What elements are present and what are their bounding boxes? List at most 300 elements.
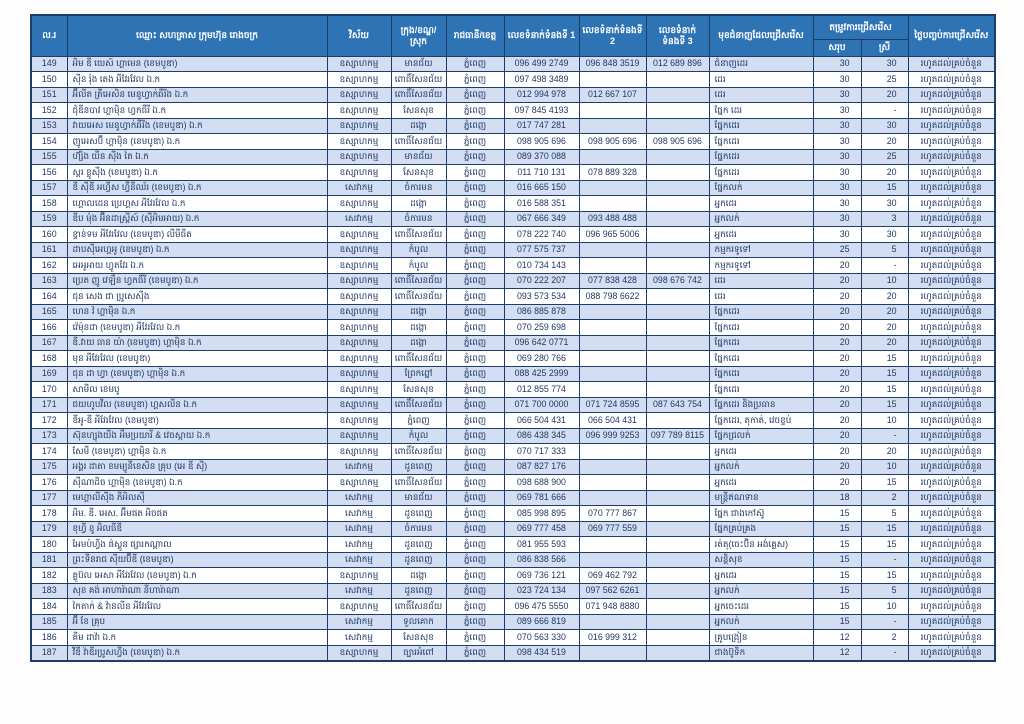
cell-tel3 bbox=[646, 444, 709, 460]
cell-sector: ឧស្សាហកម្ម bbox=[327, 258, 391, 274]
cell-total: 25 bbox=[813, 242, 861, 258]
cell-female: - bbox=[861, 645, 908, 661]
table-row bbox=[31, 304, 995, 320]
cell-tel2: 069 777 559 bbox=[579, 521, 646, 537]
table-row bbox=[31, 599, 995, 615]
cell-district: មានជ័យ bbox=[391, 56, 446, 72]
table-row bbox=[31, 273, 995, 289]
table-row bbox=[31, 134, 995, 150]
cell-closing: រហូតដល់គ្រប់ចំនួន bbox=[908, 490, 995, 506]
cell-tel1: 098 688 900 bbox=[504, 475, 579, 491]
cell-tel2: 088 798 6622 bbox=[579, 289, 646, 305]
cell-tel1: 012 855 774 bbox=[504, 382, 579, 398]
cell-tel3 bbox=[646, 521, 709, 537]
cell-tel2: 078 889 328 bbox=[579, 165, 646, 181]
cell-name: អ៊ី ខែ គ្រុប bbox=[67, 614, 327, 630]
cell-no: 167 bbox=[31, 335, 67, 351]
cell-female: 10 bbox=[861, 599, 908, 615]
cell-tel3 bbox=[646, 320, 709, 336]
cell-tel3 bbox=[646, 165, 709, 181]
cell-name: ស៊ីន រ៉ុង តេង អីវែរវែល ឯ.ក bbox=[67, 72, 327, 88]
table-row bbox=[31, 149, 995, 165]
cell-total: 30 bbox=[813, 227, 861, 243]
cell-total: 30 bbox=[813, 180, 861, 196]
cell-skill: អ្នកលក់ bbox=[709, 211, 813, 227]
cell-closing: រហូតដល់គ្រប់ចំនួន bbox=[908, 227, 995, 243]
cell-skill: ដេរ bbox=[709, 273, 813, 289]
cell-female: 20 bbox=[861, 304, 908, 320]
table-row bbox=[31, 475, 995, 491]
cell-skill: ផ្នែក ជាងកៅស៊ូ bbox=[709, 506, 813, 522]
cell-female: 15 bbox=[861, 521, 908, 537]
cell-sector: ឧស្សាហកម្ម bbox=[327, 87, 391, 103]
cell-district: ដង្កោ bbox=[391, 304, 446, 320]
cell-skill: ជាងប៊ូទិក bbox=[709, 645, 813, 661]
cell-province: ភ្នំពេញ bbox=[446, 118, 504, 134]
cell-province: ភ្នំពេញ bbox=[446, 134, 504, 150]
cell-female: 20 bbox=[861, 335, 908, 351]
cell-tel3 bbox=[646, 335, 709, 351]
cell-total: 20 bbox=[813, 335, 861, 351]
cell-district: ព្រែកព្នៅ bbox=[391, 366, 446, 382]
cell-closing: រហូតដល់គ្រប់ចំនួន bbox=[908, 366, 995, 382]
cell-sector: សេវាកម្ម bbox=[327, 630, 391, 646]
cell-total: 15 bbox=[813, 568, 861, 584]
cell-female: 20 bbox=[861, 289, 908, 305]
cell-tel3 bbox=[646, 196, 709, 212]
cell-female: 15 bbox=[861, 568, 908, 584]
cell-sector: ឧស្សាហកម្ម bbox=[327, 599, 391, 615]
header-tel3: លេខទំនាក់ទំនងទី 3 bbox=[646, 15, 709, 56]
cell-tel3 bbox=[646, 568, 709, 584]
table-row bbox=[31, 289, 995, 305]
cell-sector: ឧស្សាហកម្ម bbox=[327, 289, 391, 305]
cell-skill: គ្រូបង្រៀន bbox=[709, 630, 813, 646]
table-row bbox=[31, 351, 995, 367]
cell-tel2: 096 999 9253 bbox=[579, 428, 646, 444]
cell-tel1: 016 588 351 bbox=[504, 196, 579, 212]
cell-name: វាយអេស មេនូហ្វាក់ឆឺរីង (ខេមបូឌា) ឯ.ក bbox=[67, 118, 327, 134]
cell-name: អិម ឌី យេស៍ ហ្គាមេន (ខេមបូឌា) bbox=[67, 56, 327, 72]
cell-sector: ឧស្សាហកម្ម bbox=[327, 568, 391, 584]
cell-total: 20 bbox=[813, 459, 861, 475]
cell-district: ដង្កោ bbox=[391, 320, 446, 336]
cell-tel2: 066 504 431 bbox=[579, 413, 646, 429]
cell-female: 5 bbox=[861, 583, 908, 599]
cell-district: ដង្កោ bbox=[391, 335, 446, 351]
cell-name: អ៊ីលីត ត្រីអេសិន មេនូហ្វាក់ឆឺរីង ឯ.ក bbox=[67, 87, 327, 103]
cell-total: 30 bbox=[813, 134, 861, 150]
cell-province: ភ្នំពេញ bbox=[446, 552, 504, 568]
cell-tel3 bbox=[646, 258, 709, 274]
cell-district: ពោធិ៍សែនជ័យ bbox=[391, 227, 446, 243]
cell-name: ឌី ស៊ីឌី អហ្វីស ហ្វឺនីឈ័រ (ខេមបូឌា) ឯ.ក bbox=[67, 180, 327, 196]
cell-tel1: 077 575 737 bbox=[504, 242, 579, 258]
cell-tel3 bbox=[646, 506, 709, 522]
cell-tel1: 096 475 5550 bbox=[504, 599, 579, 615]
cell-tel3 bbox=[646, 490, 709, 506]
cell-skill: អ្នកលក់ bbox=[709, 583, 813, 599]
cell-tel2 bbox=[579, 645, 646, 661]
cell-tel2: 071 948 8880 bbox=[579, 599, 646, 615]
header-demand-group: តម្រូវការជ្រើសរើស bbox=[813, 15, 908, 39]
cell-province: ភ្នំពេញ bbox=[446, 490, 504, 506]
cell-tel1: 097 845 4193 bbox=[504, 103, 579, 119]
cell-tel3: 098 676 742 bbox=[646, 273, 709, 289]
cell-name: អែមប៉ហ្វីង ផ់ស្គូន ផ្សារកណ្ដាល bbox=[67, 537, 327, 553]
cell-name: សាមីល ខេមបូ bbox=[67, 382, 327, 398]
cell-district: ដូនពេញ bbox=[391, 552, 446, 568]
cell-tel1: 086 885 878 bbox=[504, 304, 579, 320]
cell-skill: ដេរ bbox=[709, 72, 813, 88]
cell-district: ពោធិ៍សែនជ័យ bbox=[391, 134, 446, 150]
cell-total: 20 bbox=[813, 351, 861, 367]
cell-female: 30 bbox=[861, 56, 908, 72]
cell-tel1: 010 734 143 bbox=[504, 258, 579, 274]
cell-female: 15 bbox=[861, 397, 908, 413]
table-row bbox=[31, 521, 995, 537]
cell-tel2 bbox=[579, 118, 646, 134]
cell-sector: ឧស្សាហកម្ម bbox=[327, 382, 391, 398]
cell-total: 15 bbox=[813, 583, 861, 599]
cell-name: ញូអេសប៊ី ហ្គាម៉ិន (ខេមបូឌា) ឯ.ក bbox=[67, 134, 327, 150]
cell-skill: ផ្នែកដេរ bbox=[709, 149, 813, 165]
table-body bbox=[31, 56, 995, 661]
cell-female: 3 bbox=[861, 211, 908, 227]
cell-name: ហ៊្សិង យីន ស៊ីង តៃ ឯ.ក bbox=[67, 149, 327, 165]
cell-closing: រហូតដល់គ្រប់ចំនួន bbox=[908, 320, 995, 336]
cell-no: 154 bbox=[31, 134, 67, 150]
table-row bbox=[31, 583, 995, 599]
cell-name: ស្គរ ខ្លូស៊ីង (ខេមបូឌា) ឯ.ក bbox=[67, 165, 327, 181]
cell-tel3 bbox=[646, 583, 709, 599]
cell-tel2 bbox=[579, 149, 646, 165]
cell-name: ជុន សេង ជា ប្រូសេស៊ីង bbox=[67, 289, 327, 305]
cell-female: 10 bbox=[861, 273, 908, 289]
cell-total: 20 bbox=[813, 258, 861, 274]
cell-no: 178 bbox=[31, 506, 67, 522]
cell-tel3 bbox=[646, 149, 709, 165]
cell-tel3 bbox=[646, 72, 709, 88]
cell-total: 30 bbox=[813, 118, 861, 134]
table-row bbox=[31, 258, 995, 274]
cell-no: 172 bbox=[31, 413, 67, 429]
cell-tel3: 098 905 696 bbox=[646, 134, 709, 150]
cell-district: មានជ័យ bbox=[391, 149, 446, 165]
table-row bbox=[31, 630, 995, 646]
cell-tel2 bbox=[579, 366, 646, 382]
cell-name: ឌី.វាយ ធាន យ៉ា (ខេមបូឌា) ហ្គាម៉ិន ឯ.ក bbox=[67, 335, 327, 351]
cell-province: ភ្នំពេញ bbox=[446, 645, 504, 661]
cell-name: ខ្វាន់ទម អីវែរវែល (ខេមបូឌា) លីមីធីត bbox=[67, 227, 327, 243]
cell-sector: សេវាកម្ម bbox=[327, 211, 391, 227]
cell-sector: សេវាកម្ម bbox=[327, 180, 391, 196]
cell-district: ពោធិ៍សែនជ័យ bbox=[391, 289, 446, 305]
cell-name: ដាបស៊ីអេហ្គអូ (ខេមបូឌា) ឯ.ក bbox=[67, 242, 327, 258]
cell-tel2: 077 838 428 bbox=[579, 273, 646, 289]
cell-total: 20 bbox=[813, 304, 861, 320]
cell-skill: ផ្នែកដេរ bbox=[709, 335, 813, 351]
cell-sector: ឧស្សាហកម្ម bbox=[327, 428, 391, 444]
table-row bbox=[31, 196, 995, 212]
cell-name: មេហ្គាលីស៊ីង ភីអិលស៊ី bbox=[67, 490, 327, 506]
cell-total: 18 bbox=[813, 490, 861, 506]
cell-tel1: 096 499 2749 bbox=[504, 56, 579, 72]
table-row bbox=[31, 382, 995, 398]
cell-no: 149 bbox=[31, 56, 67, 72]
cell-total: 20 bbox=[813, 444, 861, 460]
cell-tel2 bbox=[579, 335, 646, 351]
cell-tel1: 081 955 593 bbox=[504, 537, 579, 553]
cell-no: 184 bbox=[31, 599, 67, 615]
cell-tel1: 089 666 819 bbox=[504, 614, 579, 630]
cell-sector: ឧស្សាហកម្ម bbox=[327, 196, 391, 212]
cell-total: 15 bbox=[813, 521, 861, 537]
cell-no: 171 bbox=[31, 397, 67, 413]
cell-closing: រហូតដល់គ្រប់ចំនួន bbox=[908, 599, 995, 615]
cell-name: ឌីប ម៉ុង អ៊ីនដាស្ត្រីស៍ (ស៊ីអិមអាយ) ឯ.ក bbox=[67, 211, 327, 227]
cell-total: 20 bbox=[813, 289, 861, 305]
cell-female: - bbox=[861, 103, 908, 119]
cell-total: 20 bbox=[813, 273, 861, 289]
table-row bbox=[31, 428, 995, 444]
cell-closing: រហូតដល់គ្រប់ចំនួន bbox=[908, 397, 995, 413]
cell-closing: រហូតដល់គ្រប់ចំនួន bbox=[908, 304, 995, 320]
cell-no: 169 bbox=[31, 366, 67, 382]
cell-total: 30 bbox=[813, 196, 861, 212]
cell-skill: ដេរ bbox=[709, 289, 813, 305]
table-row bbox=[31, 568, 995, 584]
cell-tel1: 086 838 566 bbox=[504, 552, 579, 568]
cell-tel2: 093 488 488 bbox=[579, 211, 646, 227]
cell-tel1: 011 710 131 bbox=[504, 165, 579, 181]
cell-district: ដូនពេញ bbox=[391, 537, 446, 553]
cell-female: 15 bbox=[861, 351, 908, 367]
cell-no: 168 bbox=[31, 351, 67, 367]
cell-closing: រហូតដល់គ្រប់ចំនួន bbox=[908, 521, 995, 537]
cell-skill: អ្នកដេរ bbox=[709, 196, 813, 212]
cell-skill: រត់តុ(ចេះប៊ិន អង់គ្លេស) bbox=[709, 537, 813, 553]
cell-closing: រហូតដល់គ្រប់ចំនួន bbox=[908, 630, 995, 646]
cell-closing: រហូតដល់គ្រប់ចំនួន bbox=[908, 258, 995, 274]
cell-tel1: 069 781 666 bbox=[504, 490, 579, 506]
cell-skill: ផ្នែកដេរ និងប្រធាន bbox=[709, 397, 813, 413]
cell-tel2 bbox=[579, 614, 646, 630]
cell-province: ភ្នំពេញ bbox=[446, 444, 504, 460]
cell-district: ពោធិ៍សែនជ័យ bbox=[391, 599, 446, 615]
cell-province: ភ្នំពេញ bbox=[446, 304, 504, 320]
cell-closing: រហូតដល់គ្រប់ចំនួន bbox=[908, 583, 995, 599]
cell-skill: ផ្នែកដេរ bbox=[709, 351, 813, 367]
cell-province: ភ្នំពេញ bbox=[446, 521, 504, 537]
cell-tel3 bbox=[646, 118, 709, 134]
cell-sector: ឧស្សាហកម្ម bbox=[327, 72, 391, 88]
cell-province: ភ្នំពេញ bbox=[446, 242, 504, 258]
table-row bbox=[31, 459, 995, 475]
cell-total: 30 bbox=[813, 165, 861, 181]
cell-closing: រហូតដល់គ្រប់ចំនួន bbox=[908, 459, 995, 475]
table-row bbox=[31, 211, 995, 227]
cell-sector: សេវាកម្ម bbox=[327, 614, 391, 630]
cell-district: ដូនពេញ bbox=[391, 506, 446, 522]
cell-skill: ផ្នែក ដេរ bbox=[709, 103, 813, 119]
table-row bbox=[31, 614, 995, 630]
cell-total: 20 bbox=[813, 320, 861, 336]
cell-sector: សេវាកម្ម bbox=[327, 506, 391, 522]
cell-province: ភ្នំពេញ bbox=[446, 428, 504, 444]
cell-no: 187 bbox=[31, 645, 67, 661]
cell-tel3 bbox=[646, 227, 709, 243]
cell-total: 30 bbox=[813, 87, 861, 103]
cell-skill: ផ្នែកលក់ bbox=[709, 180, 813, 196]
cell-no: 179 bbox=[31, 521, 67, 537]
cell-district: ពោធិ៍សែនជ័យ bbox=[391, 72, 446, 88]
cell-tel3 bbox=[646, 351, 709, 367]
cell-female: 25 bbox=[861, 72, 908, 88]
cell-district: ភ្នំពេញ bbox=[391, 413, 446, 429]
cell-district: ដង្កោ bbox=[391, 118, 446, 134]
cell-no: 163 bbox=[31, 273, 67, 289]
cell-no: 158 bbox=[31, 196, 67, 212]
header-company-name: ឈ្មោះ សហគ្រាស ក្រុមហ៊ុន រោងចក្រ bbox=[67, 15, 327, 56]
cell-total: 30 bbox=[813, 72, 861, 88]
table-row bbox=[31, 645, 995, 661]
cell-closing: រហូតដល់គ្រប់ចំនួន bbox=[908, 211, 995, 227]
cell-province: ភ្នំពេញ bbox=[446, 180, 504, 196]
cell-skill: អ្នកដេរ bbox=[709, 568, 813, 584]
cell-sector: ឧស្សាហកម្ម bbox=[327, 475, 391, 491]
cell-sector: ឧស្សាហកម្ម bbox=[327, 645, 391, 661]
cell-female: 15 bbox=[861, 366, 908, 382]
cell-total: 30 bbox=[813, 149, 861, 165]
cell-tel2 bbox=[579, 537, 646, 553]
cell-name: ព្រះទីនរាជ ស៊ីយប៊ីឌី (ខេមបូឌា) bbox=[67, 552, 327, 568]
cell-tel3 bbox=[646, 211, 709, 227]
cell-sector: ឧស្សាហកម្ម bbox=[327, 304, 391, 320]
cell-district: ចំការមន bbox=[391, 521, 446, 537]
cell-tel3 bbox=[646, 614, 709, 630]
cell-district: ពោធិ៍សែនជ័យ bbox=[391, 475, 446, 491]
cell-tel2 bbox=[579, 103, 646, 119]
cell-tel1: 089 370 088 bbox=[504, 149, 579, 165]
cell-closing: រហូតដល់គ្រប់ចំនួន bbox=[908, 87, 995, 103]
cell-closing: រហូតដល់គ្រប់ចំនួន bbox=[908, 382, 995, 398]
table-row bbox=[31, 165, 995, 181]
cell-female: 15 bbox=[861, 537, 908, 553]
cell-female: 20 bbox=[861, 320, 908, 336]
cell-sector: ឧស្សាហកម្ម bbox=[327, 366, 391, 382]
cell-tel1: 070 563 330 bbox=[504, 630, 579, 646]
cell-province: ភ្នំពេញ bbox=[446, 273, 504, 289]
cell-district: ពោធិ៍សែនជ័យ bbox=[391, 444, 446, 460]
cell-district: សែនសុខ bbox=[391, 630, 446, 646]
cell-no: 183 bbox=[31, 583, 67, 599]
cell-tel1: 016 665 150 bbox=[504, 180, 579, 196]
cell-sector: ឧស្សាហកម្ម bbox=[327, 165, 391, 181]
cell-no: 153 bbox=[31, 118, 67, 134]
cell-sector: ឧស្សាហកម្ម bbox=[327, 134, 391, 150]
cell-closing: រហូតដល់គ្រប់ចំនួន bbox=[908, 428, 995, 444]
cell-total: 20 bbox=[813, 366, 861, 382]
cell-no: 151 bbox=[31, 87, 67, 103]
cell-sector: សេវាកម្ម bbox=[327, 583, 391, 599]
cell-tel1: 069 777 458 bbox=[504, 521, 579, 537]
cell-tel3 bbox=[646, 87, 709, 103]
cell-tel1: 086 438 345 bbox=[504, 428, 579, 444]
cell-tel1: 017 747 281 bbox=[504, 118, 579, 134]
cell-skill: ផ្នែកគ្រប់គ្រង bbox=[709, 521, 813, 537]
table-row bbox=[31, 118, 995, 134]
table-row bbox=[31, 227, 995, 243]
cell-no: 164 bbox=[31, 289, 67, 305]
cell-skill: កម្មករទូទៅ bbox=[709, 258, 813, 274]
table-row bbox=[31, 320, 995, 336]
cell-tel3 bbox=[646, 630, 709, 646]
table-row bbox=[31, 56, 995, 72]
table-row bbox=[31, 242, 995, 258]
cell-skill: អ្នកលក់ bbox=[709, 614, 813, 630]
cell-name: ជយហូបវីល (ខេមបូឌា) ហ្គសលីន ឯ.ក bbox=[67, 397, 327, 413]
cell-no: 177 bbox=[31, 490, 67, 506]
table-row bbox=[31, 87, 995, 103]
cell-province: ភ្នំពេញ bbox=[446, 87, 504, 103]
table-row bbox=[31, 72, 995, 88]
cell-tel3 bbox=[646, 180, 709, 196]
cell-closing: រហូតដល់គ្រប់ចំនួន bbox=[908, 103, 995, 119]
cell-name: ហ្គោលដេន ប្រេហ្គស អីវែរវែល ឯ.ក bbox=[67, 196, 327, 212]
cell-tel1: 066 504 431 bbox=[504, 413, 579, 429]
cell-sector: ឧស្សាហកម្ម bbox=[327, 227, 391, 243]
cell-total: 20 bbox=[813, 475, 861, 491]
cell-tel2: 096 965 5006 bbox=[579, 227, 646, 243]
cell-sector: ឧស្សាហកម្ម bbox=[327, 273, 391, 289]
cell-tel1: 069 736 121 bbox=[504, 568, 579, 584]
table-row bbox=[31, 444, 995, 460]
cell-skill: ជំនាញដេរ bbox=[709, 56, 813, 72]
cell-no: 152 bbox=[31, 103, 67, 119]
cell-province: ភ្នំពេញ bbox=[446, 196, 504, 212]
cell-tel1: 069 280 766 bbox=[504, 351, 579, 367]
cell-name: ឌីអូ-ឌី អីវែរវែល (ខេមបូឌា) bbox=[67, 413, 327, 429]
cell-tel1: 097 498 3489 bbox=[504, 72, 579, 88]
cell-province: ភ្នំពេញ bbox=[446, 258, 504, 274]
cell-closing: រហូតដល់គ្រប់ចំនួន bbox=[908, 568, 995, 584]
cell-name: ជុន ដា ហ្វា (ខេមបូឌា) ហ្គាម៉ិន ឯ.ក bbox=[67, 366, 327, 382]
cell-tel3 bbox=[646, 599, 709, 615]
cell-sector: សេវាកម្ម bbox=[327, 459, 391, 475]
cell-name: អង្គរ ដាតា ខមម្យូនីខេសិន គ្រុប (អេ ឌី ស៊ី) bbox=[67, 459, 327, 475]
cell-tel1: 012 994 978 bbox=[504, 87, 579, 103]
header-no: ល.រ bbox=[31, 15, 67, 56]
cell-total: 15 bbox=[813, 599, 861, 615]
cell-province: ភ្នំពេញ bbox=[446, 56, 504, 72]
table-row bbox=[31, 413, 995, 429]
cell-no: 157 bbox=[31, 180, 67, 196]
cell-province: ភ្នំពេញ bbox=[446, 583, 504, 599]
cell-name: កៃតាក់ & វ៉ានលីន អីវែរវែល bbox=[67, 599, 327, 615]
cell-closing: រហូតដល់គ្រប់ចំនួន bbox=[908, 56, 995, 72]
cell-name: សុខ គង់ អាហារ៉ាណា នីហារ៉ាណា bbox=[67, 583, 327, 599]
cell-closing: រហូតដល់គ្រប់ចំនួន bbox=[908, 149, 995, 165]
cell-no: 175 bbox=[31, 459, 67, 475]
cell-tel3: 012 689 896 bbox=[646, 56, 709, 72]
cell-tel2 bbox=[579, 72, 646, 88]
cell-skill: ផ្នែកដេរ, តុកាត់, វេចខ្ចប់ bbox=[709, 413, 813, 429]
cell-tel2: 012 667 107 bbox=[579, 87, 646, 103]
cell-female: - bbox=[861, 552, 908, 568]
cell-tel1: 078 222 740 bbox=[504, 227, 579, 243]
cell-female: - bbox=[861, 258, 908, 274]
